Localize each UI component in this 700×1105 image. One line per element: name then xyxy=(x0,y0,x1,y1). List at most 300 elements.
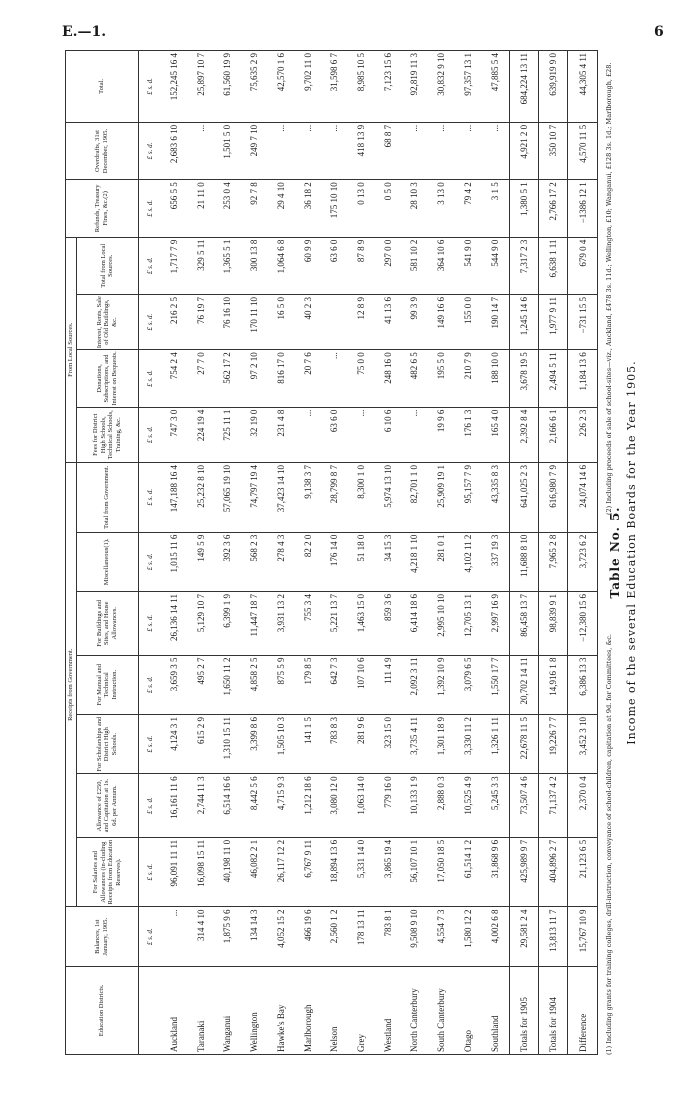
table-cell: 11,688 8 10 xyxy=(509,532,538,591)
table-cell: 466 19 6 xyxy=(294,907,321,966)
table-cell: 26,136 14 11 xyxy=(161,592,188,656)
district-name: Auckland xyxy=(161,966,188,1054)
district-name: Grey xyxy=(348,966,375,1054)
table-cell: ... xyxy=(321,122,348,179)
table-cell: 71,137 4 2 xyxy=(539,774,568,838)
col-balances: Balances, 1st January, 1905. xyxy=(66,907,139,966)
table-cell: 1,064 6 8 xyxy=(268,237,295,294)
table-cell: 1,184 13 6 xyxy=(568,350,598,407)
table-cell: 581 10 2 xyxy=(401,237,428,294)
table-row xyxy=(214,51,241,1055)
table-cell: 75 0 0 xyxy=(348,350,375,407)
table-cell: 1,310 15 11 xyxy=(214,714,241,773)
table-cell: 4,715 9 3 xyxy=(268,774,295,838)
table-cell: 14,916 1 8 xyxy=(539,655,568,714)
table-cell: 40 2 3 xyxy=(294,294,321,349)
col-donations: Donations, Subscriptions, and Interest on Bequests. xyxy=(76,350,138,407)
table-cell: 1,501 5 0 xyxy=(214,122,241,179)
district-name: Wellington xyxy=(241,966,268,1054)
table-cell: 43,335 8 3 xyxy=(481,462,509,532)
table-cell: 1,875 9 6 xyxy=(214,907,241,966)
table-cell: 18,894 13 6 xyxy=(321,837,348,907)
unit-cell: £ s. d. xyxy=(138,51,161,123)
table-cell: 568 2 3 xyxy=(241,532,268,591)
table-cell: 74,797 19 4 xyxy=(241,462,268,532)
table-cell: 4,052 15 2 xyxy=(268,907,295,966)
table-cell: 22,678 11 5 xyxy=(509,714,538,773)
table-cell: 1,550 17 7 xyxy=(481,655,509,714)
table-cell: 11,447 18 7 xyxy=(241,592,268,656)
table-row xyxy=(481,51,509,1055)
table-cell: 95,157 7 9 xyxy=(454,462,481,532)
table-cell: 859 3 6 xyxy=(374,592,401,656)
table-cell: 2,766 17 2 xyxy=(539,180,568,237)
district-name: Totals for 1904 xyxy=(539,966,568,1054)
table-cell: 56,107 10 1 xyxy=(401,837,428,907)
table-cell: 20 7 6 xyxy=(294,350,321,407)
table-number: Table No. 5. xyxy=(608,506,622,599)
table-row xyxy=(509,51,538,1055)
unit-cell: £ s. d. xyxy=(138,907,161,966)
unit-cell: £ s. d. xyxy=(138,180,161,237)
table-cell: 19 9 6 xyxy=(428,407,455,462)
table-cell: 36 18 2 xyxy=(294,180,321,237)
table-cell: 26,117 12 2 xyxy=(268,837,295,907)
table-cell: 51 18 0 xyxy=(348,532,375,591)
table-cell: 16,098 15 11 xyxy=(187,837,214,907)
table-cell: 10,133 1 9 xyxy=(401,774,428,838)
table-cell: 418 13 9 xyxy=(348,122,375,179)
table-cell: 281 0 1 xyxy=(428,532,455,591)
table-cell: 4,570 11 5 xyxy=(568,122,598,179)
table-cell: 3 13 0 xyxy=(428,180,455,237)
col-total-govt: Total from Government. xyxy=(76,462,138,532)
table-cell: 73,507 4 6 xyxy=(509,774,538,838)
table-cell: 47,885 5 4 xyxy=(481,51,509,123)
table-title: Income of the several Education Boards for the Year 1905. xyxy=(625,360,638,745)
table-cell: ... xyxy=(187,122,214,179)
table-cell: ... xyxy=(348,407,375,462)
table-cell: 2,392 8 4 xyxy=(509,407,538,462)
table-cell: 96,091 11 11 xyxy=(161,837,188,907)
table-cell: 13,813 11 7 xyxy=(539,907,568,966)
table-cell: ... xyxy=(401,407,428,462)
table-cell: 249 7 10 xyxy=(241,122,268,179)
table-row xyxy=(241,51,268,1055)
table-row xyxy=(268,51,295,1055)
table-cell: 216 2 5 xyxy=(161,294,188,349)
unit-cell: £ s. d. xyxy=(138,122,161,179)
table-cell: 231 4 8 xyxy=(268,407,295,462)
district-name: Difference xyxy=(568,966,598,1054)
table-cell: 28 10 3 xyxy=(401,180,428,237)
table-cell: 16,161 11 6 xyxy=(161,774,188,838)
table-cell: 725 11 1 xyxy=(214,407,241,462)
table-cell: 15,767 10 9 xyxy=(568,907,598,966)
table-cell: 2,997 16 9 xyxy=(481,592,509,656)
table-cell: 3,080 12 0 xyxy=(321,774,348,838)
table-cell: 2,888 0 3 xyxy=(428,774,455,838)
table-cell: −1386 12 1 xyxy=(568,180,598,237)
table-cell: 40,198 11 0 xyxy=(214,837,241,907)
col-scholarships: For Scholarships and District High Schools. xyxy=(76,714,138,773)
table-cell: 350 10 7 xyxy=(539,122,568,179)
table-cell: 6,386 13 3 xyxy=(568,655,598,714)
table-row xyxy=(539,51,568,1055)
table-cell: 541 9 0 xyxy=(454,237,481,294)
table-cell: 3,659 3 5 xyxy=(161,655,188,714)
table-cell: 1,463 15 0 xyxy=(348,592,375,656)
unit-cell: £ s. d. xyxy=(138,462,161,532)
table-cell: 1,212 18 6 xyxy=(294,774,321,838)
district-name: Westland xyxy=(374,966,401,1054)
table-cell: 34 15 3 xyxy=(374,532,401,591)
table-cell: 6,514 16 6 xyxy=(214,774,241,838)
table-cell: 61,560 19 9 xyxy=(214,51,241,123)
col-manual: For Manual and Technical Instruction. xyxy=(76,655,138,714)
table-cell: 1,717 7 9 xyxy=(161,237,188,294)
table-cell: 111 4 9 xyxy=(374,655,401,714)
table-cell: 57,065 19 10 xyxy=(214,462,241,532)
table-cell: 754 2 4 xyxy=(161,350,188,407)
table-cell: 60 9 9 xyxy=(294,237,321,294)
footnote-2: (2) Including proceeds of sale of school-sites—viz., Auckland, £478 3s. 11d.; Wellington, £10; Wanganui, £128 3s. 1d.; Marlborough, £28. xyxy=(605,62,613,515)
table-cell: 5,331 14 0 xyxy=(348,837,375,907)
table-cell: 17,050 18 5 xyxy=(428,837,455,907)
table-row xyxy=(401,51,428,1055)
table-cell: 82 2 0 xyxy=(294,532,321,591)
table-cell: 6,414 18 6 xyxy=(401,592,428,656)
table-cell: 82,701 1 0 xyxy=(401,462,428,532)
table-cell: 12,705 13 1 xyxy=(454,592,481,656)
page-ref: E.—1. xyxy=(62,24,107,40)
table-cell: 3 1 5 xyxy=(481,180,509,237)
table-cell: 7,123 15 6 xyxy=(374,51,401,123)
col-fees: Fees for District High Schools, Technical Schools, Training, &c. xyxy=(76,407,138,462)
table-cell: 2,683 6 10 xyxy=(161,122,188,179)
col-overdrafts: Overdrafts, 31st December, 1905. xyxy=(66,122,139,179)
table-cell: 3,865 19 4 xyxy=(374,837,401,907)
table-cell: 779 16 0 xyxy=(374,774,401,838)
table-cell: 364 10 6 xyxy=(428,237,455,294)
district-name: South Canterbury xyxy=(428,966,455,1054)
page-number: 6 xyxy=(654,24,664,40)
table-cell: 134 14 3 xyxy=(241,907,268,966)
table-cell: 3,678 19 5 xyxy=(509,350,538,407)
district-name: Southland xyxy=(481,966,509,1054)
table-cell: ... xyxy=(294,407,321,462)
unit-cell: £ s. d. xyxy=(138,592,161,656)
col-buildings: For Buildings and Sites, and House Allowances. xyxy=(76,592,138,656)
table-row xyxy=(374,51,401,1055)
col-total-local: Total from Local Sources. xyxy=(76,237,138,294)
table-cell: 6,399 1 9 xyxy=(214,592,241,656)
table-cell: 3,399 8 6 xyxy=(241,714,268,773)
district-name: Marlborough xyxy=(294,966,321,1054)
table-cell: 44,305 4 11 xyxy=(568,51,598,123)
unit-cell: £ s. d. xyxy=(138,407,161,462)
table-cell: 281 9 6 xyxy=(348,714,375,773)
table-cell: ... xyxy=(268,122,295,179)
district-name: Taranaki xyxy=(187,966,214,1054)
table-cell: 1,301 18 9 xyxy=(428,714,455,773)
table-cell: 3,452 3 10 xyxy=(568,714,598,773)
table-cell: 5,129 10 7 xyxy=(187,592,214,656)
district-name: Hawke's Bay xyxy=(268,966,295,1054)
table-cell: 19,226 7 7 xyxy=(539,714,568,773)
table-cell: 190 14 7 xyxy=(481,294,509,349)
table-cell: 6,767 9 11 xyxy=(294,837,321,907)
table-cell: 392 3 6 xyxy=(214,532,241,591)
table-cell: 3,330 11 2 xyxy=(454,714,481,773)
table-cell: 314 4 10 xyxy=(187,907,214,966)
table-cell: 3,931 13 2 xyxy=(268,592,295,656)
col-interest: Interest, Rents, Sale of Old Buildings, &c. xyxy=(76,294,138,349)
table-cell: 642 7 3 xyxy=(321,655,348,714)
table-cell: 3,723 6 2 xyxy=(568,532,598,591)
table-cell: 5,221 13 7 xyxy=(321,592,348,656)
table-cell: 1,580 12 2 xyxy=(454,907,481,966)
table-cell: 1,650 11 2 xyxy=(214,655,241,714)
table-cell: 639,919 9 0 xyxy=(539,51,568,123)
group-local: From Local Sources. xyxy=(66,237,77,462)
table-row xyxy=(348,51,375,1055)
table-cell: 3,079 6 5 xyxy=(454,655,481,714)
table-cell: 98,839 9 1 xyxy=(539,592,568,656)
table-cell: 300 13 8 xyxy=(241,237,268,294)
table-cell: 27 7 0 xyxy=(187,350,214,407)
table-cell: 195 5 0 xyxy=(428,350,455,407)
table-cell: 28,799 8 7 xyxy=(321,462,348,532)
table-cell: 297 0 0 xyxy=(374,237,401,294)
table-cell: 755 3 4 xyxy=(294,592,321,656)
table-row xyxy=(454,51,481,1055)
table-cell: −12,380 15 6 xyxy=(568,592,598,656)
unit-cell: £ s. d. xyxy=(138,837,161,907)
table-cell: 25,897 10 7 xyxy=(187,51,214,123)
table-cell: 562 17 2 xyxy=(214,350,241,407)
table-cell: 425,989 9 7 xyxy=(509,837,538,907)
table-cell: 10,525 4 9 xyxy=(454,774,481,838)
unit-cell: £ s. d. xyxy=(138,237,161,294)
table-cell: 253 0 4 xyxy=(214,180,241,237)
table-cell: 210 7 9 xyxy=(454,350,481,407)
table-cell: 179 8 5 xyxy=(294,655,321,714)
table-cell: 875 5 9 xyxy=(268,655,295,714)
table-cell: 25,232 8 10 xyxy=(187,462,214,532)
table-cell: 31,598 6 7 xyxy=(321,51,348,123)
table-cell: 495 2 7 xyxy=(187,655,214,714)
table-cell: 0 13 0 xyxy=(348,180,375,237)
table-cell: 149 16 6 xyxy=(428,294,455,349)
table-cell: 99 3 9 xyxy=(401,294,428,349)
table-cell: 149 5 9 xyxy=(187,532,214,591)
table-cell: 92,819 11 3 xyxy=(401,51,428,123)
table-cell: 2,092 3 11 xyxy=(401,655,428,714)
group-government: Receipts from Government. xyxy=(66,462,77,907)
table-cell: 4,858 2 5 xyxy=(241,655,268,714)
table-cell: 641,025 2 3 xyxy=(509,462,538,532)
table-cell: 21 11 0 xyxy=(187,180,214,237)
table-cell: 1,380 5 1 xyxy=(509,180,538,237)
table-cell: 46,082 2 1 xyxy=(241,837,268,907)
table-cell: 7,317 2 3 xyxy=(509,237,538,294)
table-cell: 63 6 0 xyxy=(321,237,348,294)
table-cell: 4,002 6 8 xyxy=(481,907,509,966)
table-cell: 544 9 0 xyxy=(481,237,509,294)
table-cell: 188 10 0 xyxy=(481,350,509,407)
table-cell: 176 14 0 xyxy=(321,532,348,591)
table-cell: 0 5 0 xyxy=(374,180,401,237)
district-name: Nelson xyxy=(321,966,348,1054)
table-cell: 1,063 14 0 xyxy=(348,774,375,838)
table-cell: 1,245 14 6 xyxy=(509,294,538,349)
table-cell: 4,218 1 10 xyxy=(401,532,428,591)
table-cell: 41 13 6 xyxy=(374,294,401,349)
table-cell: 5,245 3 3 xyxy=(481,774,509,838)
table-cell: 8,442 5 6 xyxy=(241,774,268,838)
table-cell: 16 5 0 xyxy=(268,294,295,349)
table-cell: 278 4 3 xyxy=(268,532,295,591)
table-row xyxy=(321,51,348,1055)
table-cell: 1,326 1 11 xyxy=(481,714,509,773)
table-cell: 1,015 11 6 xyxy=(161,532,188,591)
table-cell: 2,744 11 3 xyxy=(187,774,214,838)
col-total: Total. xyxy=(66,51,139,123)
table-cell: 76 16 10 xyxy=(214,294,241,349)
table-cell: 32 19 0 xyxy=(241,407,268,462)
table-row xyxy=(568,51,598,1055)
table-cell: 165 4 0 xyxy=(481,407,509,462)
col-district: Education Districts. xyxy=(66,966,139,1054)
table-cell: 8,300 1 0 xyxy=(348,462,375,532)
district-name: Wanganui xyxy=(214,966,241,1054)
table-row xyxy=(294,51,321,1055)
table-cell: 2,370 0 4 xyxy=(568,774,598,838)
unit-cell: £ s. d. xyxy=(138,350,161,407)
table-cell: 616,980 7 9 xyxy=(539,462,568,532)
unit-cell: £ s. d. xyxy=(138,774,161,838)
table-row xyxy=(428,51,455,1055)
table-row xyxy=(187,51,214,1055)
col-salaries: For Salaries and Allowances (in-cluding Receipts from Education Reserves). xyxy=(76,837,138,907)
col-misc: Miscellaneous(1). xyxy=(76,532,138,591)
table-cell: 4,102 11 2 xyxy=(454,532,481,591)
table-cell: 329 5 11 xyxy=(187,237,214,294)
table-cell: 783 8 3 xyxy=(321,714,348,773)
unit-cell: £ s. d. xyxy=(138,714,161,773)
table-cell: 9,702 11 0 xyxy=(294,51,321,123)
table-cell: 29,581 2 4 xyxy=(509,907,538,966)
table-cell: 323 15 0 xyxy=(374,714,401,773)
table-cell: 97 2 10 xyxy=(241,350,268,407)
table-cell: 2,494 5 11 xyxy=(539,350,568,407)
table-cell: 86,458 13 7 xyxy=(509,592,538,656)
table-cell: 147,188 16 4 xyxy=(161,462,188,532)
units-row xyxy=(138,51,161,1055)
table-cell: 20,702 14 11 xyxy=(509,655,538,714)
table-cell: 482 6 5 xyxy=(401,350,428,407)
table-cell: 31,868 9 6 xyxy=(481,837,509,907)
table-cell: 68 8 7 xyxy=(374,122,401,179)
table-cell: −731 15 5 xyxy=(568,294,598,349)
table-cell: 87 8 9 xyxy=(348,237,375,294)
table-cell: 97,357 13 1 xyxy=(454,51,481,123)
table-cell: 155 0 0 xyxy=(454,294,481,349)
table-cell: 178 13 11 xyxy=(348,907,375,966)
district-name: North Canterbury xyxy=(401,966,428,1054)
table-cell: 61,514 1 2 xyxy=(454,837,481,907)
table-cell: 224 19 4 xyxy=(187,407,214,462)
table-cell: 5,974 13 10 xyxy=(374,462,401,532)
table-cell: 25,909 19 1 xyxy=(428,462,455,532)
table-cell: 170 11 10 xyxy=(241,294,268,349)
table-cell: 1,977 9 11 xyxy=(539,294,568,349)
table-cell: 92 7 8 xyxy=(241,180,268,237)
table-cell: 37,423 14 10 xyxy=(268,462,295,532)
table-cell xyxy=(321,294,348,349)
table-cell: 404,896 2 7 xyxy=(539,837,568,907)
table-cell: ... xyxy=(294,122,321,179)
table-cell: 1,365 5 1 xyxy=(214,237,241,294)
district-name: Totals for 1905 xyxy=(509,966,538,1054)
table-cell: 4,921 2 0 xyxy=(509,122,538,179)
table-cell: 226 2 3 xyxy=(568,407,598,462)
table-cell: 6 10 6 xyxy=(374,407,401,462)
table-cell: 29 4 10 xyxy=(268,180,295,237)
table-cell: 3,735 4 11 xyxy=(401,714,428,773)
footnote-1: (1) Including grants for training colleges, drill-instruction, conveyance of school-children, capitation at 9d. for Committees, &c. xyxy=(605,634,613,1055)
table-cell: 30,832 9 10 xyxy=(428,51,455,123)
income-table xyxy=(65,50,598,1055)
table-cell: 656 5 5 xyxy=(161,180,188,237)
table-cell: 684,224 13 11 xyxy=(509,51,538,123)
table-cell: 2,560 1 2 xyxy=(321,907,348,966)
table-cell: 9,508 9 10 xyxy=(401,907,428,966)
unit-cell: £ s. d. xyxy=(138,532,161,591)
table-cell: 1,392 10 9 xyxy=(428,655,455,714)
table-cell: 1,505 10 3 xyxy=(268,714,295,773)
table-cell: 176 1 3 xyxy=(454,407,481,462)
table-cell: 747 3 0 xyxy=(161,407,188,462)
unit-cell: £ s. d. xyxy=(138,294,161,349)
table-cell: 141 1 5 xyxy=(294,714,321,773)
table-cell: 152,245 16 4 xyxy=(161,51,188,123)
table-cell: ... xyxy=(428,122,455,179)
table-cell: ... xyxy=(321,350,348,407)
table-cell: 248 16 0 xyxy=(374,350,401,407)
table-cell: ... xyxy=(161,907,188,966)
table-cell: ... xyxy=(454,122,481,179)
table-cell: 63 6 0 xyxy=(321,407,348,462)
table-cell: 4,124 3 1 xyxy=(161,714,188,773)
table-cell: 12 8 9 xyxy=(348,294,375,349)
table-cell: 6,638 1 11 xyxy=(539,237,568,294)
col-capitation: Allowance of £250, and Capitation at 1s. 6d. per Annum. xyxy=(76,774,138,838)
table-cell: 8,985 10 5 xyxy=(348,51,375,123)
table-cell: 75,635 2 9 xyxy=(241,51,268,123)
table-cell: 7,965 2 8 xyxy=(539,532,568,591)
table-cell: 21,123 6 5 xyxy=(568,837,598,907)
table-cell: ... xyxy=(401,122,428,179)
table-cell: 337 19 3 xyxy=(481,532,509,591)
table-cell: 79 4 2 xyxy=(454,180,481,237)
table-cell: 2,166 6 1 xyxy=(539,407,568,462)
table-cell: 76 19 7 xyxy=(187,294,214,349)
district-name: Otago xyxy=(454,966,481,1054)
col-refunds: Refunds, Treasury Fines, &c.(2) xyxy=(66,180,139,237)
table-cell: 42,570 1 6 xyxy=(268,51,295,123)
